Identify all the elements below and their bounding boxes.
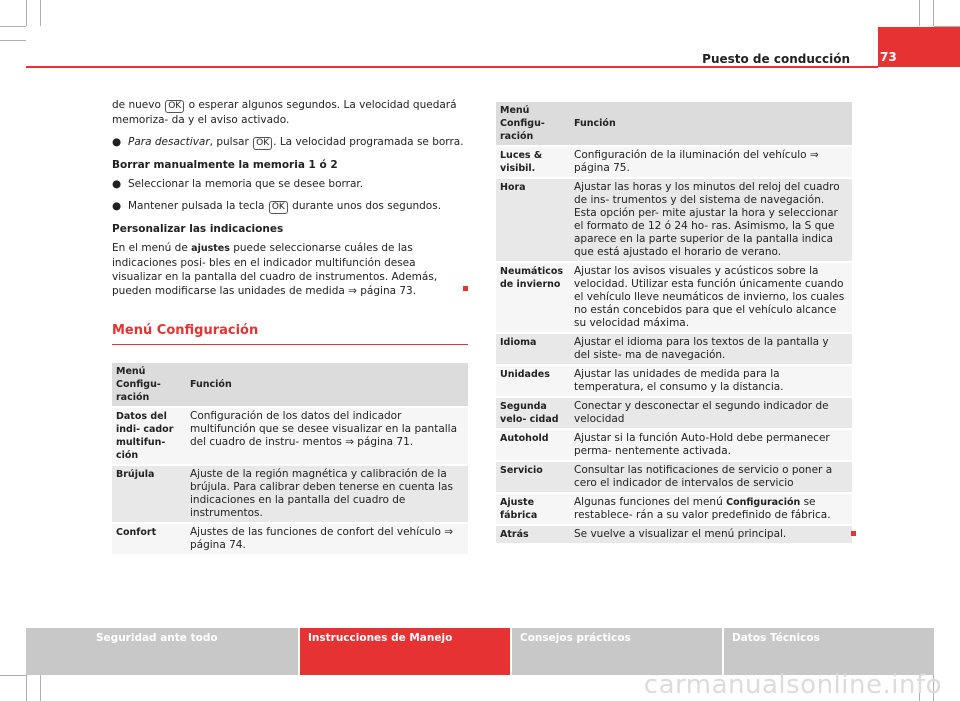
column-header: Función <box>186 363 468 406</box>
table-cell-key: Luces & visibil. <box>496 147 570 177</box>
table-cell-key: Ajuste fábrica <box>496 494 570 524</box>
bullet-icon: ● <box>112 200 122 212</box>
crop-mark <box>0 26 26 27</box>
crop-mark <box>40 0 41 26</box>
table-cell-key: Hora <box>496 179 570 261</box>
table-row <box>112 466 468 522</box>
footer-tab-seguridad[interactable]: Seguridad ante todo <box>26 628 298 675</box>
crop-mark <box>40 675 41 701</box>
footer-nav <box>26 628 934 675</box>
table-row <box>496 263 852 332</box>
crop-mark <box>26 675 27 701</box>
table-cell-key: Datos del indi- cador multifun- ción <box>112 408 186 464</box>
table-cell-key: Servicio <box>496 462 570 492</box>
table-cell-value: Se vuelve a visualizar el menú principal. <box>570 526 852 543</box>
subheading: Personalizar las indicaciones <box>112 223 284 235</box>
table-cell-key: Brújula <box>112 466 186 522</box>
table-cell-value: Ajuste de la región magnética y calibración de la brújula. Para calibrar deben tenerse en cuenta las indicaciones en la pantalla del cuadro de instrumentos. <box>186 466 468 522</box>
crop-mark <box>0 675 26 676</box>
section-end-icon <box>463 286 468 291</box>
table-row <box>496 398 852 428</box>
settings-table <box>496 100 852 545</box>
footer-tab-datos[interactable]: Datos Técnicos <box>724 628 934 675</box>
bullet-icon: ● <box>112 136 122 148</box>
table-header-row <box>496 102 852 145</box>
ok-key-icon: OK <box>253 137 272 150</box>
table-cell-value: Algunas funciones del menú Configuración se restablece- rán a su valor predefinido de fábrica. <box>570 494 852 524</box>
table-row <box>496 179 852 261</box>
left-column <box>112 98 468 556</box>
table-cell-value: Consultar las notificaciones de servicio o poner a cero el indicador de intervalos de servicio <box>570 462 852 492</box>
list-item: ● Para desactivar, pulsar OK . La velocidad programada se borra. <box>112 136 464 148</box>
footer-tab-instrucciones[interactable]: Instrucciones de Manejo <box>300 628 510 675</box>
crop-mark <box>26 0 27 26</box>
section-end-icon <box>851 531 856 536</box>
table-row <box>112 408 468 464</box>
crop-mark <box>0 40 26 41</box>
table-cell-value: Ajustes de las funciones de confort del vehículo ⇒ página 74. <box>186 524 468 554</box>
table-cell-key: Confort <box>112 524 186 554</box>
column-header: Función <box>570 102 852 145</box>
table-cell-key: Unidades <box>496 366 570 396</box>
list-item: ● Seleccionar la memoria que se desee borrar. <box>112 178 364 190</box>
settings-table <box>112 361 468 556</box>
ok-key-icon: OK <box>165 100 184 113</box>
table-header-row <box>112 363 468 406</box>
table-row <box>496 430 852 460</box>
table-cell-value: Ajustar si la función Auto-Hold debe permanecer perma- nentemente activada. <box>570 430 852 460</box>
table-cell-value: Ajustar los avisos visuales y acústicos sobre la velocidad. Utilizar esta función únicamente cuando el vehículo lleve neumáticos de invierno, los cuales no están concebidos para que el vehículo alcance su velocidad máxima. <box>570 263 852 332</box>
table-row <box>496 462 852 492</box>
table-cell-key: Idioma <box>496 334 570 364</box>
table-cell-value: Configuración de la iluminación del vehículo ⇒ página 75. <box>570 147 852 177</box>
crop-mark <box>919 0 920 26</box>
right-column <box>496 100 852 545</box>
page-number: 73 <box>880 50 897 64</box>
header-rule <box>26 66 878 68</box>
subheading: Borrar manualmente la memoria 1 ó 2 <box>112 159 338 171</box>
table-row <box>496 334 852 364</box>
table-row <box>112 524 468 554</box>
body-paragraph: En el menú de ajustes puede seleccionarse cuáles de las indicaciones posi- bles en el indicador multifunción desea visualizar en la pantalla del cuadro de instrumentos. Además, pueden modificarse las unidades de medida ⇒ página 73. <box>112 241 468 298</box>
crop-mark <box>933 0 934 26</box>
intro-paragraph: de nuevo OK o esperar algunos segundos. La velocidad quedará memoriza- da y el aviso activado. <box>112 99 457 126</box>
list-item: ● Mantener pulsada la tecla OK durante unos dos segundos. <box>112 200 442 212</box>
table-row <box>496 494 852 524</box>
watermark: carmanualsonline.info <box>643 670 942 700</box>
table-row <box>496 147 852 177</box>
table-cell-value: Configuración de los datos del indicador multifunción que se desee visualizar en la pantalla del cuadro de instru- mentos ⇒ página 71. <box>186 408 468 464</box>
ok-key-icon: OK <box>269 201 288 214</box>
bullet-icon: ● <box>112 178 122 190</box>
table-cell-value: Ajustar las unidades de medida para la temperatura, el consumo y la distancia. <box>570 366 852 396</box>
table-cell-key: Neumáticos de invierno <box>496 263 570 332</box>
table-cell-key: Segunda velo- cidad <box>496 398 570 428</box>
footer-tab-consejos[interactable]: Consejos prácticos <box>512 628 722 675</box>
table-cell-value: Ajustar las horas y los minutos del reloj del cuadro de ins- trumentos y del sistema de navegación. Esta opción per- mite ajustar la hora y seleccionar el formato de 12 ó 24 ho- ras. Asimismo, la S que aparece en la parte superior de la pantalla indica que está ajustado el horario de verano. <box>570 179 852 261</box>
section-title: Menú Configuración <box>112 324 468 345</box>
table-cell-key: Autohold <box>496 430 570 460</box>
table-cell-key: Atrás <box>496 526 570 543</box>
table-cell-value: Conectar y desconectar el segundo indicador de velocidad <box>570 398 852 428</box>
table-row <box>496 366 852 396</box>
column-header: Menú Configu- ración <box>112 363 186 406</box>
page-title: Puesto de conducción <box>702 52 850 66</box>
table-cell-value: Ajustar el idioma para los textos de la pantalla y del siste- ma de navegación. <box>570 334 852 364</box>
column-header: Menú Configu- ración <box>496 102 570 145</box>
table-row <box>496 526 852 543</box>
